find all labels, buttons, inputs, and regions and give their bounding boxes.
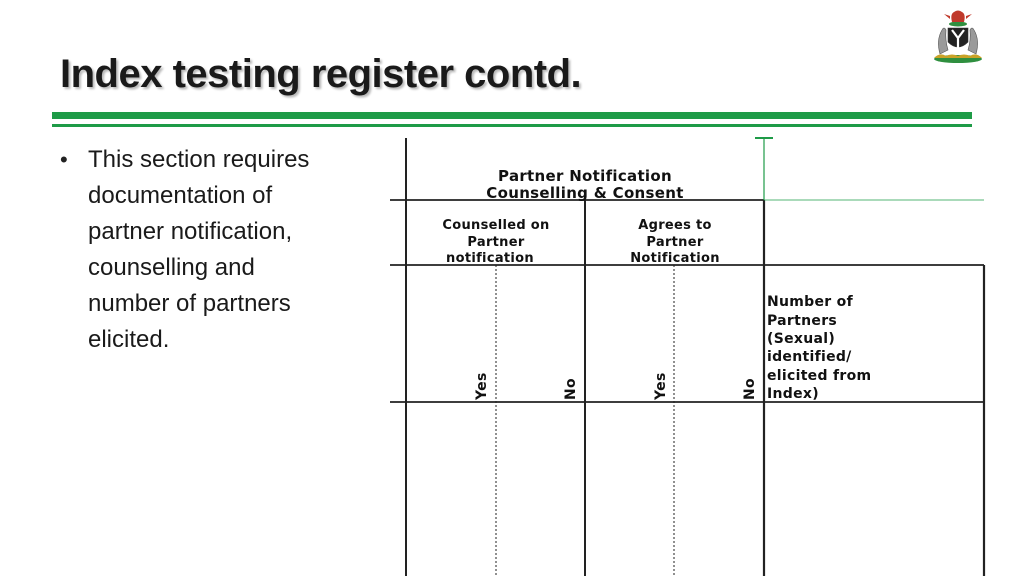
bullet-line: partner notification,	[88, 218, 293, 245]
bullet-line: number of partners	[88, 290, 291, 317]
section-header-line: Counselling & Consent	[486, 184, 684, 202]
bullet-line: This section requires	[88, 146, 310, 173]
sub-label-no: No	[742, 378, 758, 400]
column-label-partners: elicited from	[767, 368, 872, 384]
bullet-line: counselling and	[88, 254, 255, 281]
column-label-partners: Partners	[767, 313, 838, 329]
sub-label-yes: Yes	[474, 372, 490, 400]
column-label-counselled: Partner	[467, 235, 525, 250]
column-label-counselled: Counselled on	[442, 218, 550, 233]
section-header-line: Partner Notification	[498, 167, 672, 185]
column-label-agrees: Agrees to	[638, 218, 712, 233]
bullet-dot-icon: •	[60, 147, 68, 172]
column-label-partners: identified/	[767, 349, 852, 365]
column-label-counselled: notification	[446, 251, 534, 266]
bullet-line: elicited.	[88, 326, 170, 353]
slide-title: Index testing register contd.	[60, 52, 582, 96]
bullet-line: documentation of	[88, 182, 273, 209]
sub-label-yes: Yes	[653, 372, 669, 400]
column-label-agrees: Notification	[630, 251, 720, 266]
sub-label-no: No	[563, 378, 579, 400]
column-label-partners: Number of	[767, 294, 853, 310]
column-label-agrees: Partner	[646, 235, 704, 250]
column-label-partners: (Sexual)	[767, 331, 836, 347]
column-label-partners: Index)	[767, 386, 819, 402]
